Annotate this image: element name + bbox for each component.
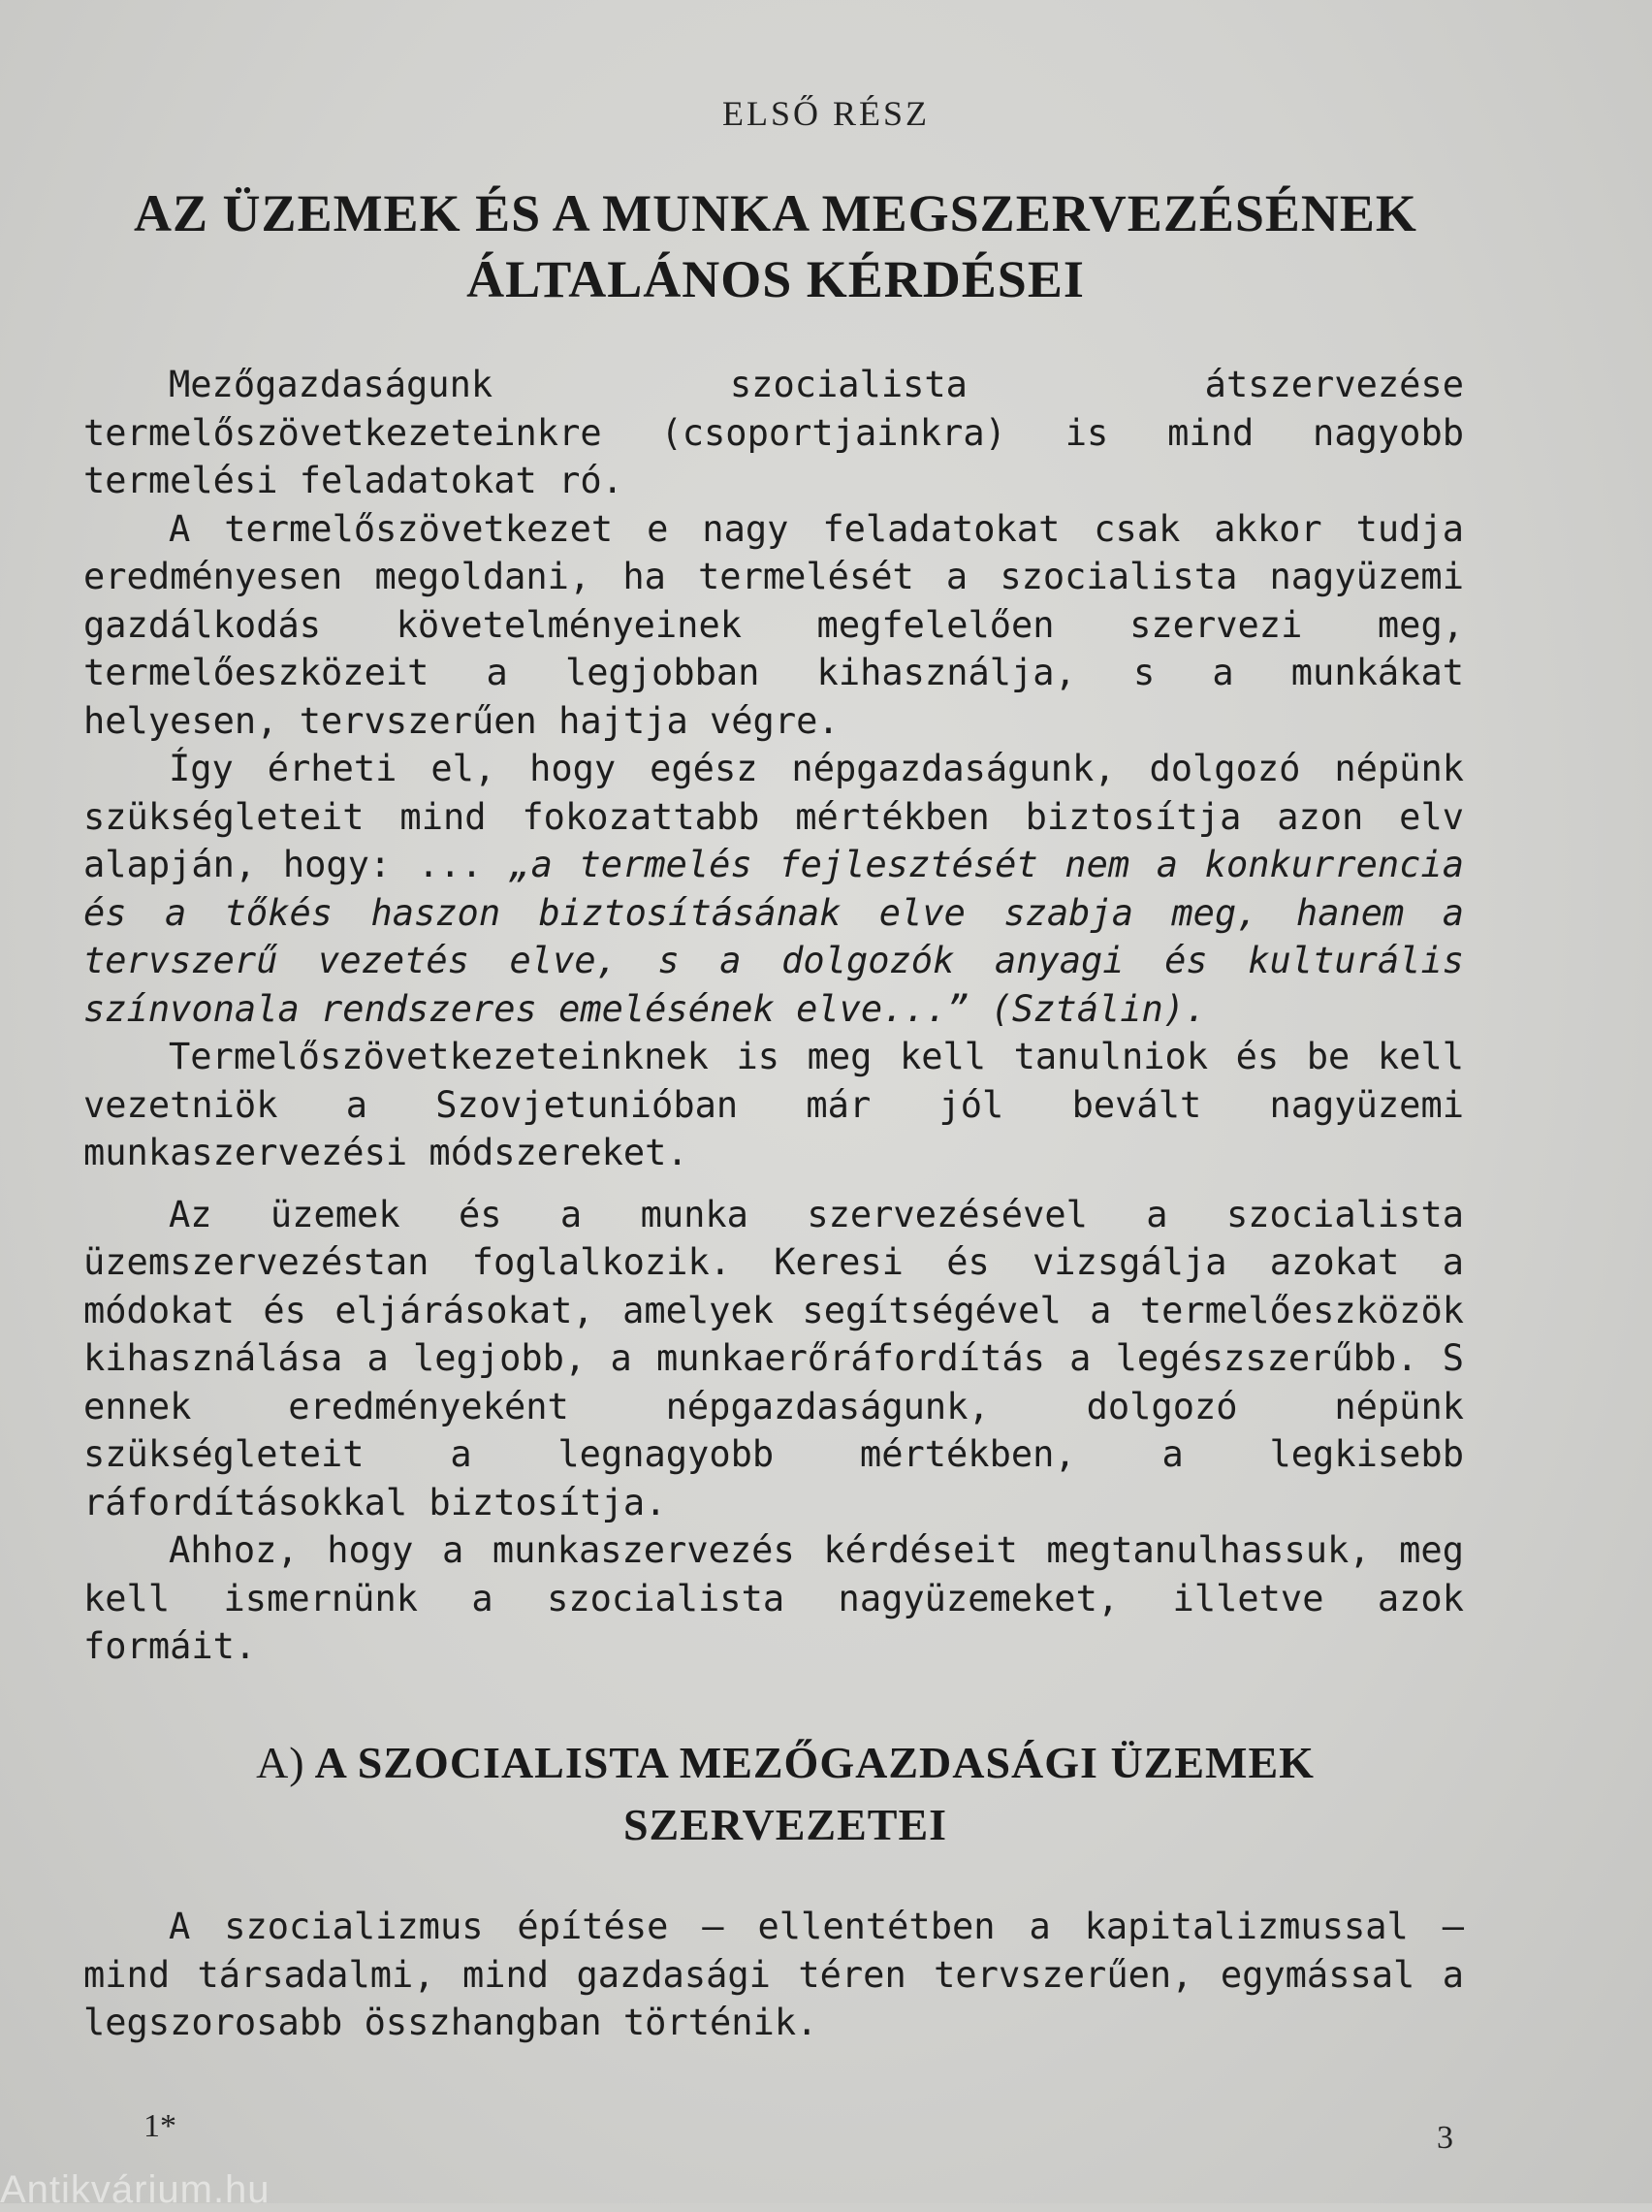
subsection-title-line-1 (116, 1732, 1454, 1794)
subsection-title (116, 1732, 1454, 1856)
paragraph-3 (83, 745, 1464, 1033)
subsection-text-block (83, 1903, 1464, 2047)
watermark: Antikvárium.hu (0, 2168, 270, 2211)
paragraph-6: Ahhoz, hogy a munkaszervezés kérdéseit megtanulhassuk, meg kell ismernünk a szocialista nagyüzemeket, illetve azok formáit. (83, 1529, 1464, 1667)
page-number: 3 (1437, 2120, 1453, 2156)
paragraph-4: Termelőszövetkezeteinknek is meg kell tanulniok és be kell vezetniök a Szovjetunióban már jól bevált nagyüzemi munkaszervezési módszereket. (83, 1036, 1464, 1173)
section-label: ELSŐ RÉSZ (721, 94, 930, 133)
subsection-title-line-2: SZERVEZETEI (622, 1800, 948, 1849)
stalin-quote: „a termelés fejlesztését nem a konkurrencia és a tőkés haszon biztosításának elve szabja meg, hanem a tervszerű vezetés elve, s a dolgozók anyagi és kulturális színvonala rendszeres emelésének elve...” (Sztálin). (83, 844, 1464, 1030)
paragraph-5: Az üzemek és a munka szervezésével a szocialista üzemszervezéstan foglalkozik. Keresi és vizsgálja azokat a módokat és eljárásokat, amelyek segítségével a termelőeszközök kihasználása a legjobb, a munkaerőráfordítás a legészszerűbb. S ennek eredményeként népgazdaságunk, dolgozó népünk szükségleteit a legnagyobb mértékben, a legkisebb ráfordításokkal biztosítja. (83, 1193, 1464, 1523)
chapter-title (78, 180, 1474, 312)
signature-mark: 1* (143, 2108, 176, 2144)
subsection-paragraph-1: A szocializmus építése — ellentétben a kapitalizmussal — mind társadalmi, mind gazdasági téren tervszerűen, egymással a legszorosabb összhangban történik. (83, 1906, 1464, 2043)
paragraph-1: Mezőgazdaságunk szocialista átszervezése termelőszövetkezeteinkre (csoportjainkra) is mind nagyobb termelési feladatokat ró. (83, 364, 1464, 501)
paragraph-2: A termelőszövetkezet e nagy feladatokat csak akkor tudja eredményesen megoldani, ha termelését a szocialista nagyüzemi gazdálkodás követelményeinek megfelelően szervezi meg, termelőeszközeit a legjobban kihasználja, s a munkákat helyesen, tervszerűen hajtja végre. (83, 507, 1464, 742)
chapter-title-line-1: AZ ÜZEMEK ÉS A MUNKA MEGSZERVEZÉSÉNEK (134, 184, 1417, 242)
paragraph-3-text: Így érheti el, hogy egész népgazdaságunk, dolgozó népünk szükségleteit mind fokozattabb mértékben biztosítja azon elv alapján, hogy: ... (83, 748, 1464, 885)
subsection-title-text-1: A SZOCIALISTA MEZŐGAZDASÁGI ÜZEMEK (314, 1738, 1315, 1787)
chapter-title-line-2: ÁLTALÁNOS KÉRDÉSEI (466, 250, 1085, 308)
intro-text-block (83, 361, 1464, 1671)
subsection-label: A) (256, 1738, 305, 1787)
